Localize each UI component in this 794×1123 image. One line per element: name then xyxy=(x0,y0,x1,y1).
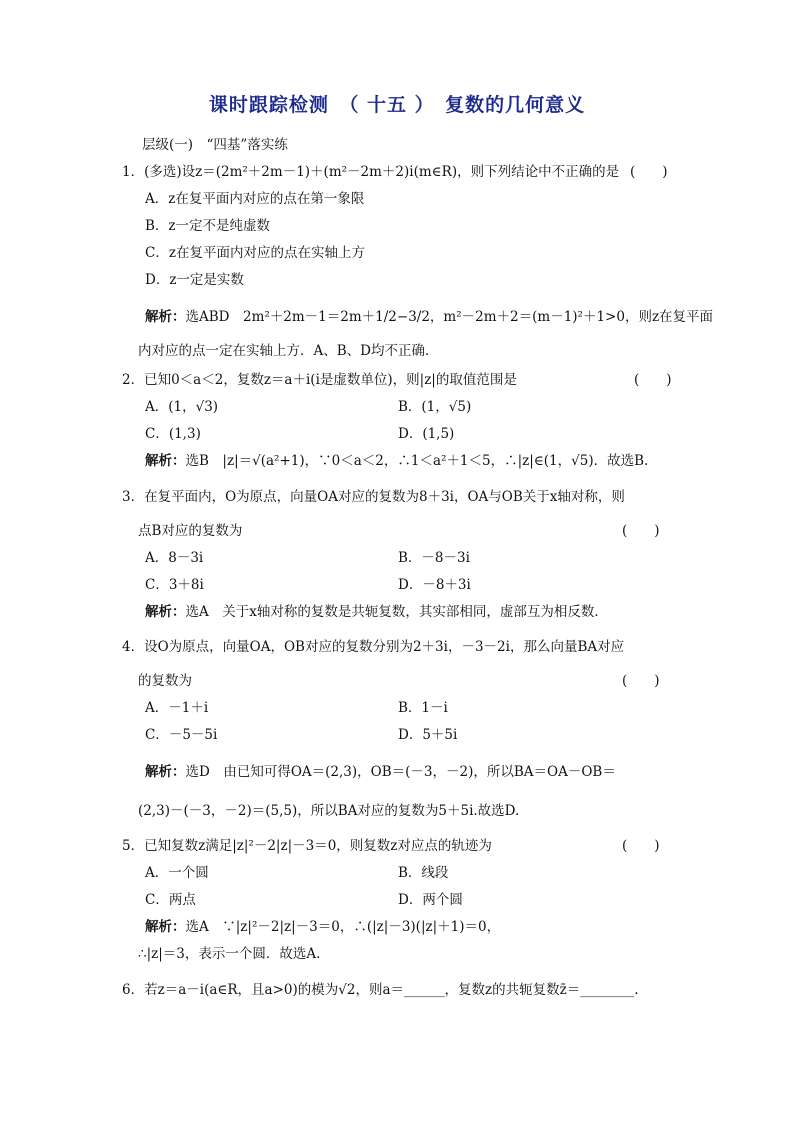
page-title: 课时跟踪检测 （ 十五 ） 复数的几何意义 xyxy=(208,94,586,116)
q4-option-b: B．1－i xyxy=(398,700,448,716)
q1-solution-line1: 选ABD 2m²＋2m－1＝2m＋1/2−3/2，m²－2m＋2＝(m－1)²＋1>0，则z在复平面 xyxy=(185,309,714,325)
q6-number: 6． xyxy=(122,982,145,998)
q2-option-d: D．(1,5) xyxy=(398,426,455,442)
q5-option-d: D．两个圆 xyxy=(398,892,463,908)
q2-answer-paren: ( ) xyxy=(634,372,672,388)
q4-stem-line2: 的复数为 xyxy=(138,673,192,689)
q1-option-a: A．z在复平面内对应的点在第一象限 xyxy=(145,191,365,207)
q4-solution-line1: 选D 由已知可得OA＝(2,3)，OB＝(－3，－2)，所以BA＝OA－OB＝ xyxy=(185,764,616,780)
q4-solution-line2: (2,3)－(－3，－2)＝(5,5)，所以BA对应的复数为5＋5i.故选D. xyxy=(138,803,520,819)
q1-answer-paren: ( ) xyxy=(630,164,668,180)
q5-answer-paren: ( ) xyxy=(622,838,660,854)
q1-solution xyxy=(145,308,713,326)
question-2 xyxy=(122,371,517,389)
q2-solution xyxy=(145,452,648,470)
q2-option-c: C．(1,3) xyxy=(145,426,201,442)
q4-answer-paren: ( ) xyxy=(622,673,660,689)
question-4 xyxy=(122,638,624,656)
level-heading: 层级(一) “四基”落实练 xyxy=(142,137,288,153)
q3-solution-line1: 选A 关于x轴对称的复数是共轭复数，其实部相同，虚部互为相反数． xyxy=(185,604,608,620)
q5-solution-line2: ∴|z|＝3，表示一个圆．故选A. xyxy=(138,946,321,962)
q2-stem: 已知0＜a＜2，复数z＝a＋i(i是虚数单位)，则|z|的取值范围是 xyxy=(144,372,517,388)
q3-option-a: A．8－3i xyxy=(145,550,204,566)
q4-number: 4． xyxy=(122,639,145,655)
q1-number: 1． xyxy=(122,164,145,180)
q3-number: 3． xyxy=(122,489,145,505)
q5-solution-label: 解析： xyxy=(145,919,186,935)
q2-solution-line1: 选B |z|＝√(a²+1)，∵0＜a＜2，∴1＜a²＋1＜5，∴|z|∈(1，√5)．故选B. xyxy=(185,453,649,469)
question-1 xyxy=(122,163,619,181)
question-6 xyxy=(122,981,639,999)
q1-option-d: D．z一定是实数 xyxy=(145,272,244,288)
q5-stem: 已知复数z满足|z|²－2|z|－3＝0，则复数z对应点的轨迹为 xyxy=(144,838,492,854)
q3-option-b: B．－8－3i xyxy=(398,550,470,566)
q5-solution xyxy=(145,918,500,936)
q4-option-c: C．－5－5i xyxy=(145,727,218,743)
q4-option-d: D．5＋5i xyxy=(398,727,458,743)
q2-solution-label: 解析： xyxy=(145,453,186,469)
q1-solution-line2: 内对应的点一定在实轴上方．A、B、D均不正确． xyxy=(138,343,439,359)
q6-stem: 若z＝a－i(a∈R，且a>0)的模为√2，则a＝______，复数z的共轭复数z̄＝________. xyxy=(144,982,639,998)
q5-solution-line1: 选A ∵|z|²－2|z|－3＝0，∴(|z|－3)(|z|＋1)＝0， xyxy=(185,919,501,935)
q4-stem-line1: 设O为原点，向量OA，OB对应的复数分别为2＋3i，－3－2i，那么向量BA对应 xyxy=(144,639,625,655)
question-3 xyxy=(122,488,625,506)
question-5 xyxy=(122,837,492,855)
q4-solution xyxy=(145,763,616,781)
q5-option-a: A．一个圆 xyxy=(145,865,209,881)
q1-option-c: C．z在复平面内对应的点在实轴上方 xyxy=(145,245,365,261)
q5-option-c: C．两点 xyxy=(145,892,196,908)
q2-option-b: B．(1，√5) xyxy=(398,399,472,415)
q1-stem: (多选)设z＝(2m²＋2m－1)＋(m²－2m＋2)i(m∈R)，则下列结论中不正确的是 xyxy=(144,164,620,180)
q3-stem-line2: 点B对应的复数为 xyxy=(138,523,243,539)
q2-number: 2． xyxy=(122,372,145,388)
q3-stem-line1: 在复平面内，O为原点，向量OA对应的复数为8＋3i，OA与OB关于x轴对称，则 xyxy=(144,489,625,505)
q4-option-a: A．－1＋i xyxy=(145,700,209,716)
q5-option-b: B．线段 xyxy=(398,865,449,881)
q3-solution xyxy=(145,603,608,621)
q3-option-d: D．－8＋3i xyxy=(398,577,471,593)
q3-solution-label: 解析： xyxy=(145,604,186,620)
q5-number: 5． xyxy=(122,838,145,854)
q4-solution-label: 解析： xyxy=(145,764,186,780)
q1-solution-label: 解析： xyxy=(145,309,186,325)
q3-option-c: C．3＋8i xyxy=(145,577,204,593)
q1-option-b: B．z一定不是纯虚数 xyxy=(145,218,271,234)
q3-answer-paren: ( ) xyxy=(622,523,660,539)
q2-option-a: A．(1，√3) xyxy=(145,399,219,415)
